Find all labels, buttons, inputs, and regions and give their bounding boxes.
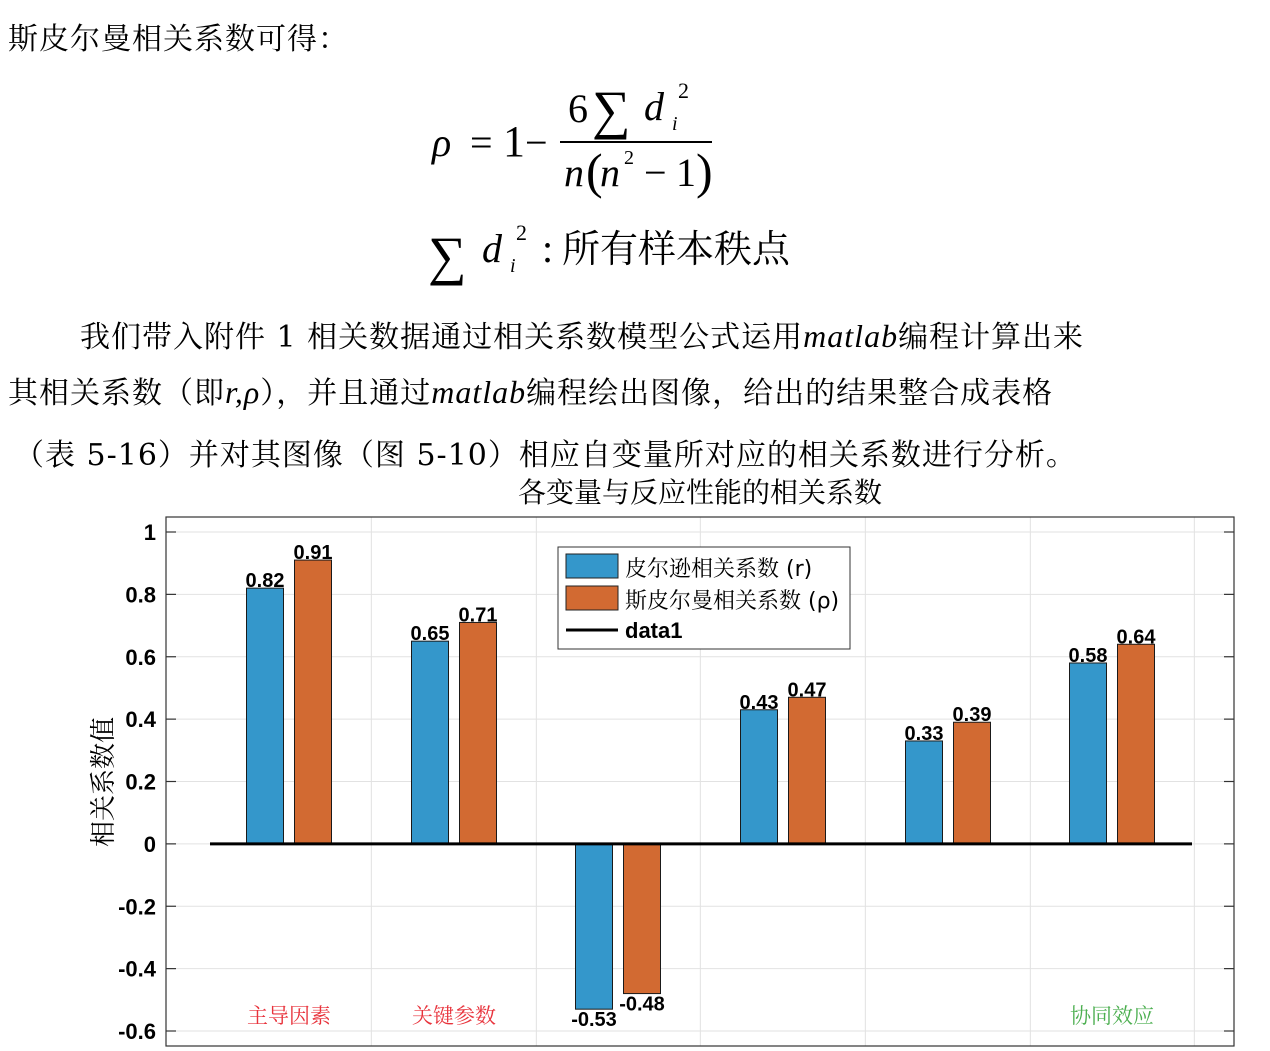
y-tick-label: 0 [143, 831, 156, 857]
formula-den-one: 1 [676, 150, 696, 195]
y-tick-label: 0.2 [125, 769, 156, 795]
formula-sup-2: 2 [678, 78, 689, 103]
paragraph-symbols: r,ρ [225, 374, 261, 410]
legend-label-pearson: 皮尔逊相关系数 (r) [625, 557, 813, 582]
formula-sigma: ∑ [592, 80, 631, 140]
bar-spearman[interactable] [954, 722, 991, 844]
bar-pearson[interactable] [576, 844, 613, 1009]
paragraph-line1-b: 编程计算出来 [898, 320, 1085, 355]
category-annotation: 关键参数 [412, 1004, 496, 1028]
bar-pearson[interactable] [906, 741, 943, 844]
bar-spearman[interactable] [460, 622, 497, 843]
bar-pearson[interactable] [741, 710, 778, 844]
bar-value-label: 0.33 [904, 722, 944, 745]
paragraph-line-3: （表 5-16）并对其图像（图 5-10）相应自变量所对应的相关系数进行分析。 [14, 438, 1077, 473]
correlation-chart [0, 470, 1270, 1051]
y-tick-label: 0.6 [125, 644, 156, 670]
formula-den-minus: − [644, 150, 667, 195]
category-annotation: 协同效应 [1070, 1004, 1154, 1028]
y-tick-label: -0.2 [118, 894, 156, 920]
formula-den-n: n [564, 150, 584, 195]
paragraph-line-1 [80, 312, 1084, 356]
bar-value-label: -0.53 [571, 1009, 617, 1032]
bar-value-label: 0.58 [1068, 644, 1108, 667]
formula-den-close: ) [696, 143, 713, 199]
paragraph-line2-c: 编程绘出图像，给出的结果整合成表格 [526, 376, 1054, 411]
bar-spearman[interactable] [789, 697, 826, 844]
bar-value-label: 0.65 [410, 623, 450, 646]
bar-pearson[interactable] [247, 588, 284, 844]
paragraph-line-2 [8, 368, 1053, 412]
bar-spearman[interactable] [1118, 644, 1155, 844]
bar-value-label: -0.48 [619, 993, 665, 1016]
category-annotation: 主导因素 [247, 1004, 331, 1028]
legend-swatch-pearson [566, 554, 618, 578]
formula2-d: d [482, 226, 502, 271]
bar-value-label: 0.71 [458, 604, 498, 627]
formula-minus: − [525, 120, 548, 165]
legend-label-data1: data1 [625, 618, 683, 643]
y-tick-label: -0.6 [118, 1019, 156, 1044]
formula2-colon: : [542, 226, 554, 271]
formula-numerator-coef: 6 [568, 86, 588, 131]
paragraph-line1-a: 我们带入附件 1 相关数据通过相关系数模型公式运用 [80, 320, 804, 355]
bar-value-label: 0.82 [245, 570, 285, 593]
bar-value-label: 0.64 [1116, 626, 1156, 649]
formula-den-open: ( [586, 143, 603, 199]
bar-spearman[interactable] [295, 560, 332, 844]
formula-den-sup: 2 [624, 147, 634, 169]
paragraph-line2-b: ），并且通过 [260, 376, 432, 411]
legend-label-spearman: 斯皮尔曼相关系数 (ρ) [625, 589, 840, 614]
y-tick-label: 0.4 [125, 707, 156, 733]
formula-den-n2: n [600, 150, 620, 195]
bar-value-label: 0.91 [293, 542, 333, 565]
formula2-sup-2: 2 [516, 220, 527, 245]
formula2-sigma: ∑ [428, 226, 467, 286]
formula-rho: ρ [432, 120, 452, 165]
formula-one: 1 [503, 117, 525, 166]
intro-text: 斯皮尔曼相关系数可得： [8, 22, 349, 57]
legend[interactable] [558, 547, 850, 649]
formula2-description: 所有样本秩点 [562, 227, 791, 271]
legend-swatch-spearman [566, 586, 618, 610]
y-axis-label: 相关系数值 [89, 716, 119, 848]
formula-sub-i: i [672, 113, 678, 135]
y-tick-label: 0.8 [125, 582, 156, 608]
formula-d: d [644, 84, 664, 129]
chart-title: 各变量与反应性能的相关系数 [517, 476, 883, 509]
bar-pearson[interactable] [412, 641, 449, 844]
paragraph-matlab-2: matlab [431, 374, 527, 410]
formula-equals: = [470, 120, 493, 165]
paragraph-matlab-1: matlab [803, 318, 899, 354]
bar-value-label: 0.47 [787, 679, 827, 702]
formula2-sub-i: i [510, 255, 516, 277]
bar-value-label: 0.43 [739, 691, 779, 714]
y-tick-label: -0.4 [118, 956, 156, 982]
y-tick-label: 1 [143, 520, 156, 545]
paragraph-line2-a: 其相关系数（即 [8, 376, 225, 411]
spearman-formula [420, 72, 880, 287]
bar-spearman[interactable] [624, 844, 661, 994]
bar-value-label: 0.39 [952, 704, 992, 727]
bar-pearson[interactable] [1070, 663, 1107, 844]
